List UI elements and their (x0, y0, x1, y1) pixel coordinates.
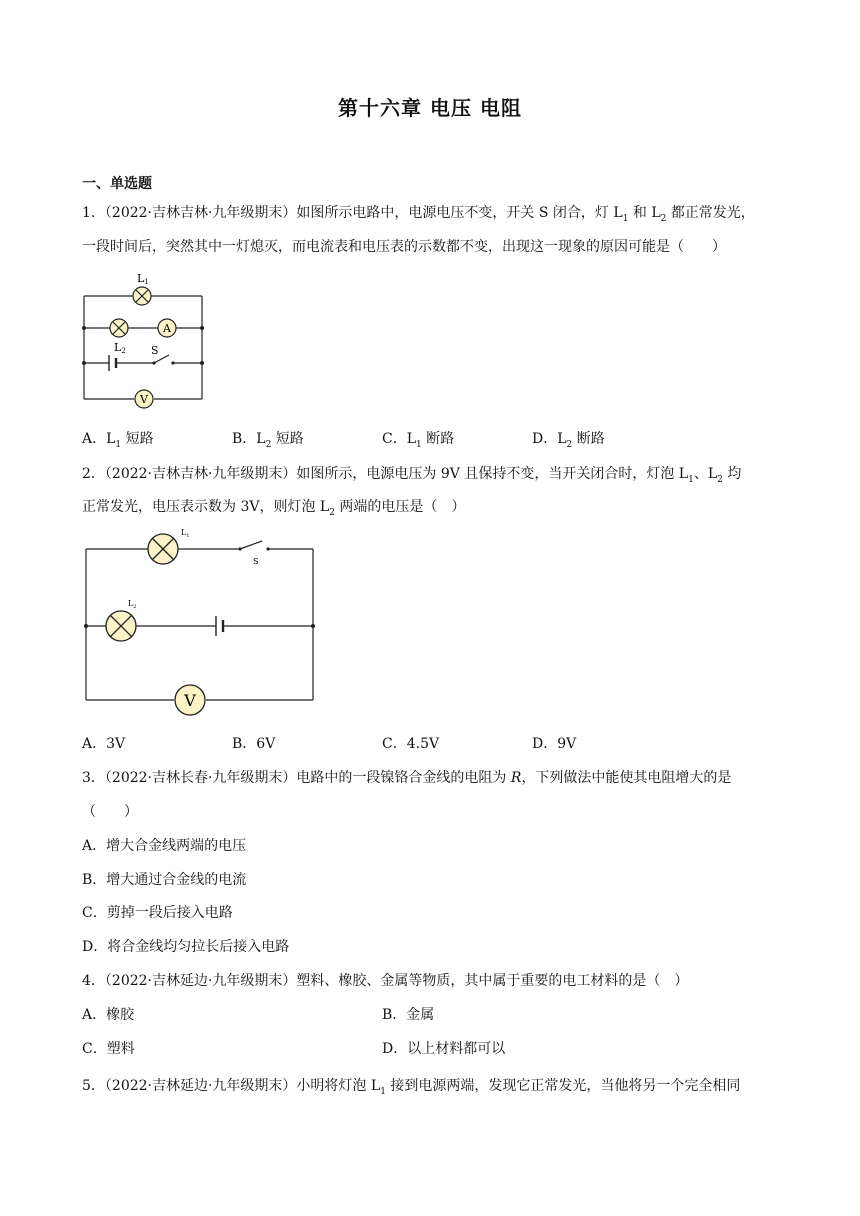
ammeter-icon (158, 319, 176, 337)
section-heading: 一、单选题 (82, 176, 152, 192)
svg-text:A: A (163, 322, 171, 335)
q2-option-c[interactable]: C．4.5V (382, 736, 440, 752)
q1-label-l2: L2 (114, 341, 126, 355)
lamp-l2-icon (110, 319, 128, 337)
q3-option-d[interactable]: D．将合金线均匀拉长后接入电路 (82, 939, 290, 955)
q3-stem-line2: （ ） (82, 804, 138, 820)
q1-stem-line1: 1．（2022·吉林吉林·九年级期末）如图所示电路中，电源电压不变，开关 S 闭合，灯 $L_1$ 和 $L_2$ 都正常发光， (82, 205, 755, 224)
q2-circuit-diagram (78, 522, 328, 722)
q5-stem-line1: 5．（2022·吉林延边·九年级期末）小明将灯泡 $L_1$ 接到电源两端，发现它正常发光，当他将另一个完全相同 (82, 1078, 741, 1097)
q4-option-c[interactable]: C．塑料 (82, 1041, 135, 1057)
q1-option-b[interactable]: B．$L_2$ 短路 (232, 431, 304, 450)
q4-option-b[interactable]: B．金属 (382, 1007, 435, 1023)
q2-label-l1: $L_1$ (181, 528, 190, 539)
page-title: 第十六章 电压 电阻 (338, 96, 522, 120)
q1-circuit-diagram (76, 266, 216, 414)
q2-label-switch: S (253, 557, 259, 566)
q2-option-b[interactable]: B．6V (232, 736, 276, 752)
lamp-l2-icon (106, 611, 136, 641)
q2-stem-line2: 正常发光，电压表示数为 3V，则灯泡 $L_2$ 两端的电压是（ ） (82, 499, 466, 518)
q1-stem-line2: 一段时间后，突然其中一灯熄灭，而电流表和电压表的示数都不变，出现这一现象的原因可能是（ ） (82, 239, 726, 255)
q2-label-l2: $L_2$ (128, 599, 137, 610)
voltmeter-icon (175, 685, 205, 715)
lamp-l1-icon (148, 534, 178, 564)
q3-option-c[interactable]: C．剪掉一段后接入电路 (82, 905, 233, 921)
svg-text:V: V (140, 393, 148, 406)
q1-label-switch: S (151, 344, 159, 357)
q3-option-b[interactable]: B．增大通过合金线的电流 (82, 872, 247, 888)
q4-option-a[interactable]: A．橡胶 (82, 1007, 135, 1023)
q3-stem-line1: 3．（2022·吉林长春·九年级期末）电路中的一段镍铬合金线的电阻为 R，下列做法中能使其电阻增大的是 (82, 770, 732, 786)
q4-stem: 4．（2022·吉林延边·九年级期末）塑料、橡胶、金属等物质，其中属于重要的电工材料的是（ ） (82, 973, 689, 989)
q1-option-a[interactable]: A．$L_1$ 短路 (82, 431, 154, 450)
q3-option-a[interactable]: A．增大合金线两端的电压 (82, 838, 247, 854)
q1-option-d[interactable]: D．$L_2$ 断路 (532, 431, 605, 450)
q1-label-l1: L1 (137, 272, 149, 286)
q1-option-c[interactable]: C．$L_1$ 断路 (382, 431, 455, 450)
q2-option-a[interactable]: A．3V (82, 736, 126, 752)
svg-text:V: V (184, 691, 196, 710)
q2-stem-line1: 2．（2022·吉林吉林·九年级期末）如图所示，电源电压为 9V 且保持不变，当开关闭合时，灯泡 $L_1$、$L_2$ 均 (82, 466, 742, 485)
lamp-l1-icon (133, 287, 151, 305)
voltmeter-icon (135, 390, 153, 408)
q2-option-d[interactable]: D．9V (532, 736, 577, 752)
q4-option-d[interactable]: D．以上材料都可以 (382, 1041, 506, 1057)
